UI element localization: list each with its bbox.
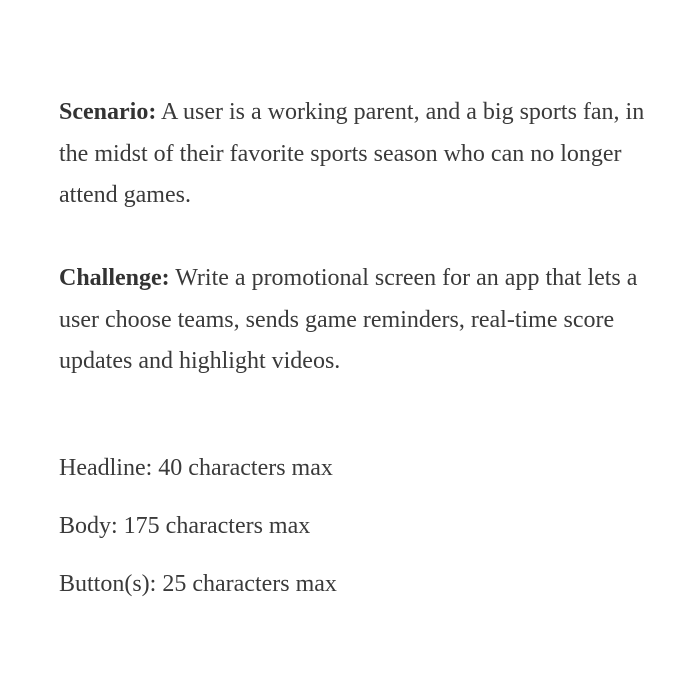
scenario-text: A user is a working parent, and a big sports fan, in the midst of their favorite sports season who can no longer attend games.: [59, 99, 645, 208]
button-limit: Button(s): 25 characters max: [59, 570, 337, 597]
scenario-label: Scenario:: [59, 99, 157, 125]
scenario-paragraph: [59, 92, 659, 217]
brief-document: [59, 92, 659, 599]
character-limits: [59, 453, 659, 599]
challenge-text: Write a promotional screen for an app that lets a user choose teams, sends game reminders, real-time score updates and highlight videos.: [59, 265, 638, 374]
body-limit: Body: 175 characters max: [59, 512, 311, 539]
challenge-paragraph: [59, 258, 659, 383]
headline-limit: Headline: 40 characters max: [59, 454, 333, 481]
challenge-label: Challenge:: [59, 265, 170, 291]
